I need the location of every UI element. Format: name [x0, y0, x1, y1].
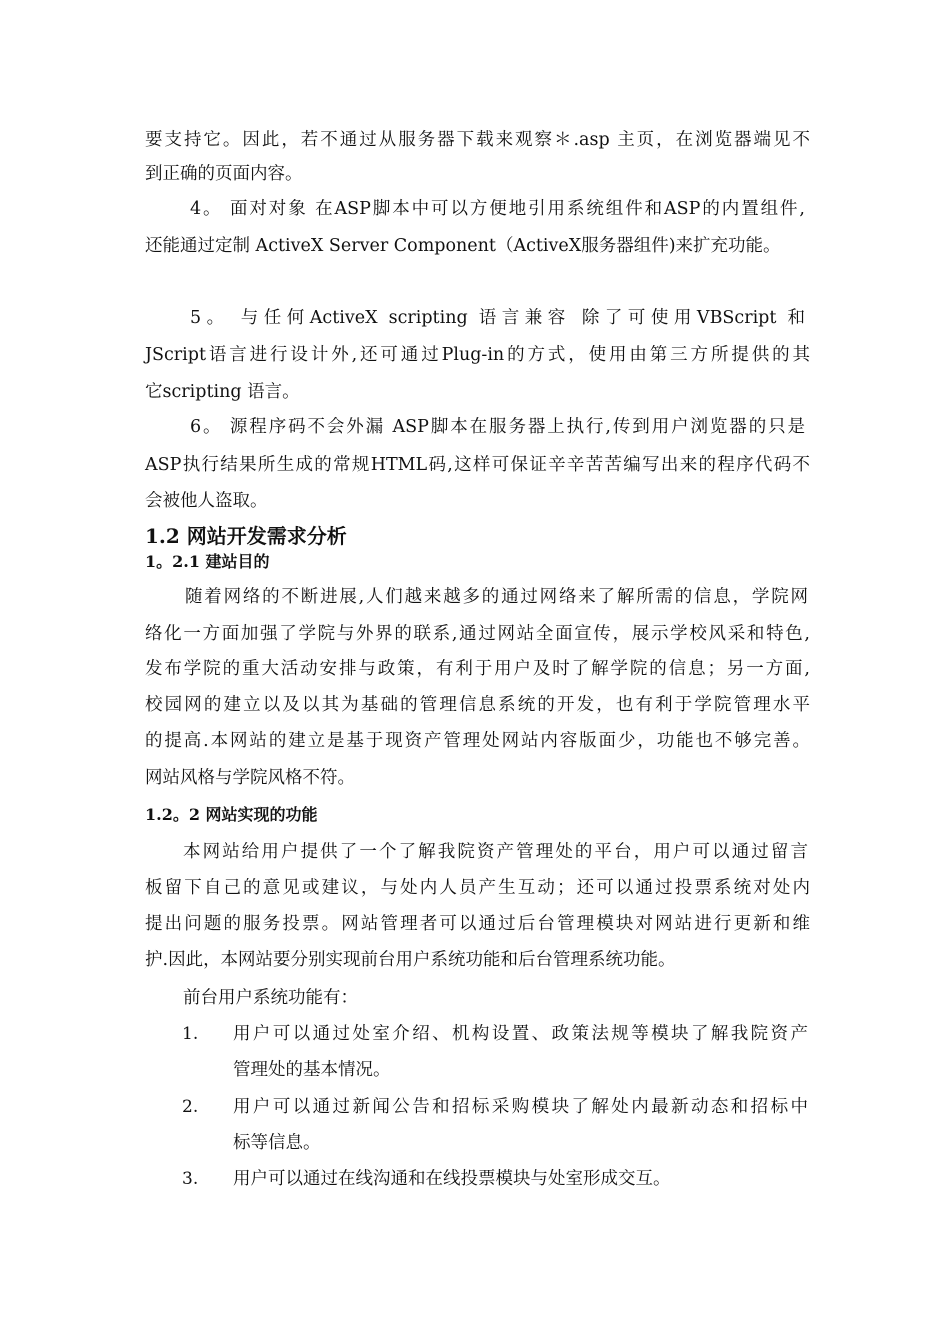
- subsection-heading: 1.2。2 网站实现的功能: [145, 805, 318, 824]
- paragraph-line: 6。 源程序码不会外漏 ASP脚本在服务器上执行,传到用户浏览器的只是: [190, 417, 805, 437]
- paragraph-line: 发布学院的重大活动安排与政策，有利于用户及时了解学院的信息；另一方面,: [145, 659, 810, 679]
- list-item: 用户可以通过新闻公告和招标采购模块了解处内最新动态和招标中: [233, 1097, 808, 1117]
- list-item: 用户可以通过在线沟通和在线投票模块与处室形成交互。: [233, 1169, 671, 1189]
- paragraph-line: 络化一方面加强了学院与外界的联系,通过网站全面宣传，展示学校风采和特色,: [145, 624, 810, 644]
- paragraph-line: 随着网络的不断进展,人们越来越多的通过网络来了解所需的信息，学院网: [185, 587, 808, 607]
- subsection-heading: 1。2.1 建站目的: [145, 552, 270, 571]
- paragraph-line: JScript语言进行设计外,还可通过Plug-in的方式，使用由第三方所提供的其: [145, 345, 810, 365]
- paragraph-line: 还能通过定制 ActiveX Server Component（ActiveX服务器组件)来扩充功能。: [145, 236, 781, 256]
- paragraph-line: 板留下自己的意见或建议，与处内人员产生互动；还可以通过投票系统对处内: [145, 878, 810, 898]
- list-item: 标等信息。: [233, 1133, 321, 1153]
- list-item-number: 2.: [182, 1097, 199, 1117]
- paragraph-line: 前台用户系统功能有：: [183, 988, 358, 1008]
- list-item-number: 3.: [182, 1169, 199, 1189]
- paragraph-line: 校园网的建立以及以其为基础的管理信息系统的开发，也有利于学院管理水平: [145, 695, 810, 715]
- paragraph-line: 4。 面对对象 在ASP脚本中可以方便地引用系统组件和ASP的内置组件,: [190, 199, 805, 219]
- paragraph-line: 护.因此，本网站要分别实现前台用户系统功能和后台管理系统功能。: [145, 950, 676, 970]
- paragraph-line: 要支持它。因此，若不通过从服务器下载来观察＊.asp 主页，在浏览器端见不: [145, 130, 810, 150]
- paragraph-line: 5。 与任何ActiveX scripting 语言兼容 除了可使用VBScript 和: [190, 308, 805, 328]
- list-item: 用户可以通过处室介绍、机构设置、政策法规等模块了解我院资产: [233, 1024, 808, 1044]
- list-item: 管理处的基本情况。: [233, 1060, 391, 1080]
- paragraph-line: 网站风格与学院风格不符。: [145, 768, 355, 788]
- paragraph-line: 的提高.本网站的建立是基于现资产管理处网站内容版面少，功能也不够完善。: [145, 731, 810, 751]
- paragraph-line: 它scripting 语言。: [145, 382, 300, 402]
- paragraph-line: 提出问题的服务投票。网站管理者可以通过后台管理模块对网站进行更新和维: [145, 914, 810, 934]
- paragraph-line: 本网站给用户提供了一个了解我院资产管理处的平台，用户可以通过留言: [183, 842, 808, 862]
- list-item-number: 1.: [182, 1024, 199, 1044]
- paragraph-line: 到正确的页面内容。: [145, 164, 303, 184]
- paragraph-line: 会被他人盗取。: [145, 491, 268, 511]
- section-heading: 1.2 网站开发需求分析: [145, 524, 347, 548]
- paragraph-line: ASP执行结果所生成的常规HTML码,这样可保证辛辛苦苦编写出来的程序代码不: [145, 455, 810, 475]
